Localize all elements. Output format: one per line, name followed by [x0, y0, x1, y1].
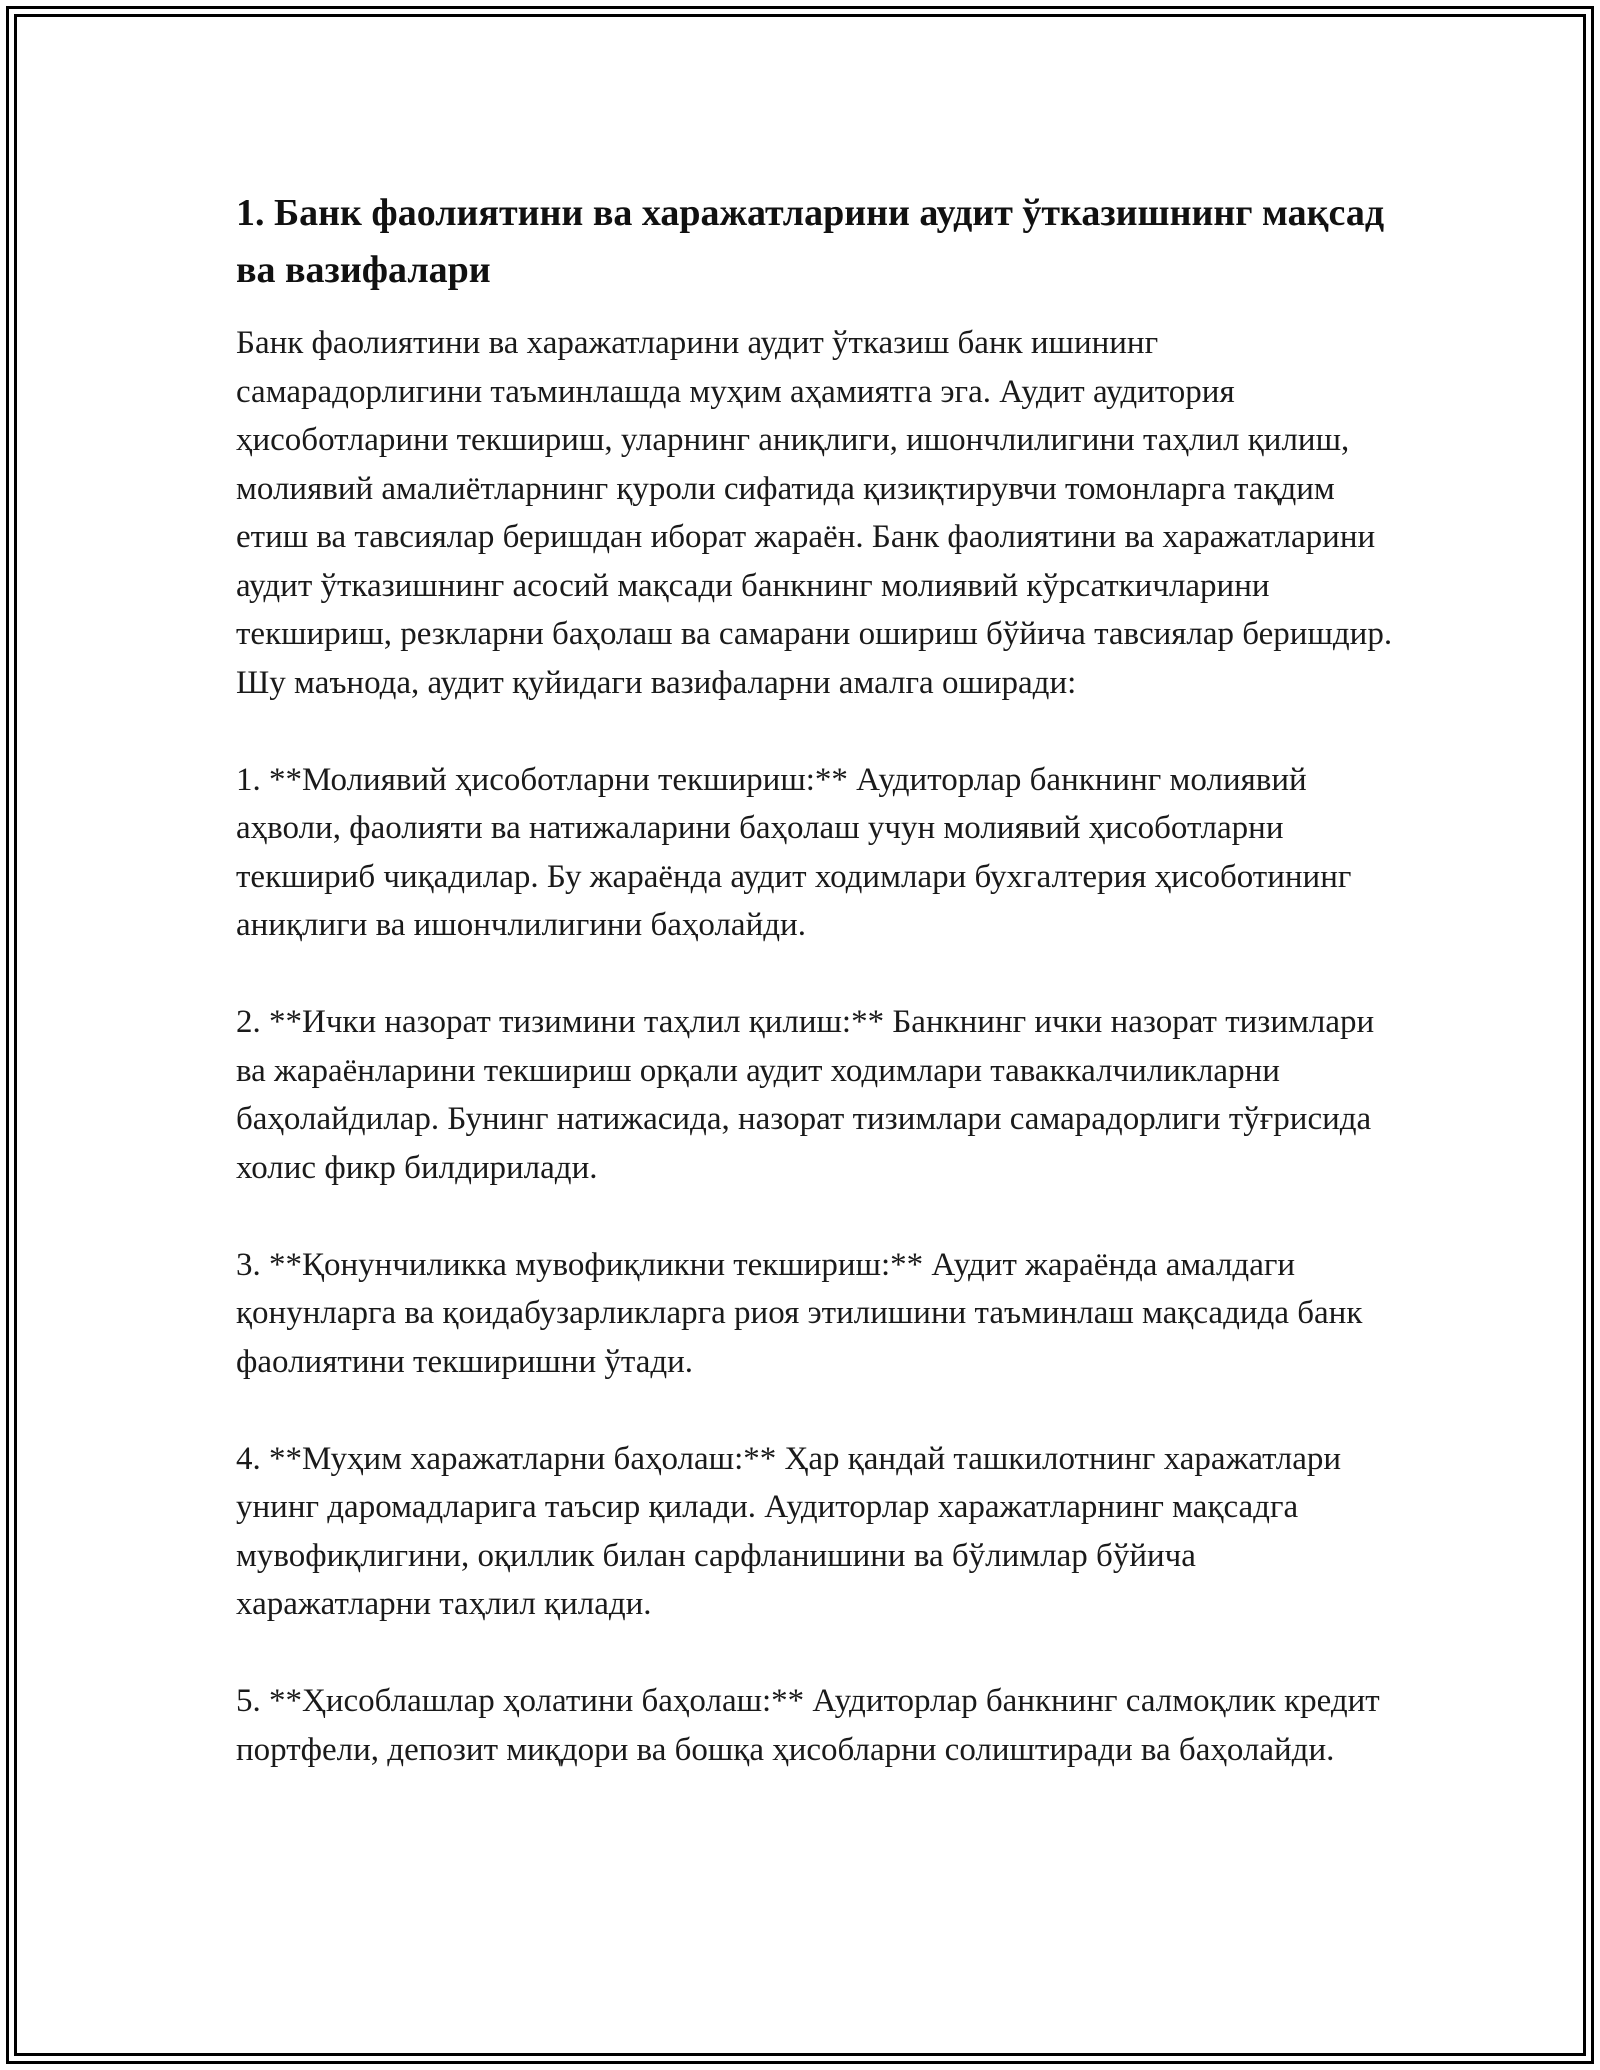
list-item: 1. **Молиявий ҳисоботларни текшириш:** Аудиторлар банкнинг молиявий аҳволи, фаолияти ва натижаларини баҳолаш учун молиявий ҳисоботларни текшириб чиқадилар. Бу жараёнда аудит ходимлари бухгалтерия ҳисоботининг аниқлиги ва ишончлилигини баҳолайди.	[236, 761, 1352, 943]
list-item: 3. **Қонунчиликка мувофиқликни текшириш:** Аудит жараёнда амалдаги қонунларга ва қоидабузарликларга риоя этилишини таъминлаш мақсадида банк фаолиятини текширишни ўтади.	[236, 1246, 1363, 1380]
intro-paragraph: Банк фаолиятини ва харажатларини аудит ўтказиш банк ишининг самарадорлигини таъминлашда муҳим аҳамиятга эга. Аудит аудитория ҳисоботларини текшириш, уларнинг аниқлиги, ишончлилигини таҳлил қилиш, молиявий амалиётларнинг қуроли сифатида қизиқтирувчи томонларга тақдим етиш ва тавсиялар беришдан иборат жараён. Банк фаолиятини ва харажатларини аудит ўтказишнинг асосий мақсади банкнинг молиявий кўрсаткичларини текшириш, резкларни баҳолаш ва самарани ошириш бўйича тавсиялар беришдир. Шу маънода, аудит қуйидаги вазифаларни амалга оширади:	[236, 325, 1393, 701]
list-item: 2. **Ички назорат тизимини таҳлил қилиш:** Банкнинг ички назорат тизимлари ва жараёнларини текшириш орқали аудит ходимлари таваккалчиликларни баҳолайдилар. Бунинг натижасида, назорат тизимлари самарадорлиги тўғрисида холис фикр билдирилади.	[236, 1004, 1375, 1186]
list-item: 5. **Ҳисоблашлар ҳолатини баҳолаш:** Аудиторлар банкнинг салмоқлик кредит портфели, депозит миқдори ва бошқа ҳисобларни солиштиради ва баҳолайди.	[236, 1683, 1380, 1768]
list-item: 4. **Муҳим харажатларни баҳолаш:** Ҳар қандай ташкилотнинг харажатлари унинг даромадларига таъсир қилади. Аудиторлар харажатларнинг мақсадга мувофиқлигини, оқиллик билан сарфланишини ва бўлимлар бўйича харажатларни таҳлил қилади.	[236, 1440, 1342, 1622]
document-body	[236, 185, 1396, 1774]
document-title: 1. Банк фаолиятини ва харажатларини аудит ўтказишнинг мақсад ва вазифалари	[236, 192, 1385, 291]
